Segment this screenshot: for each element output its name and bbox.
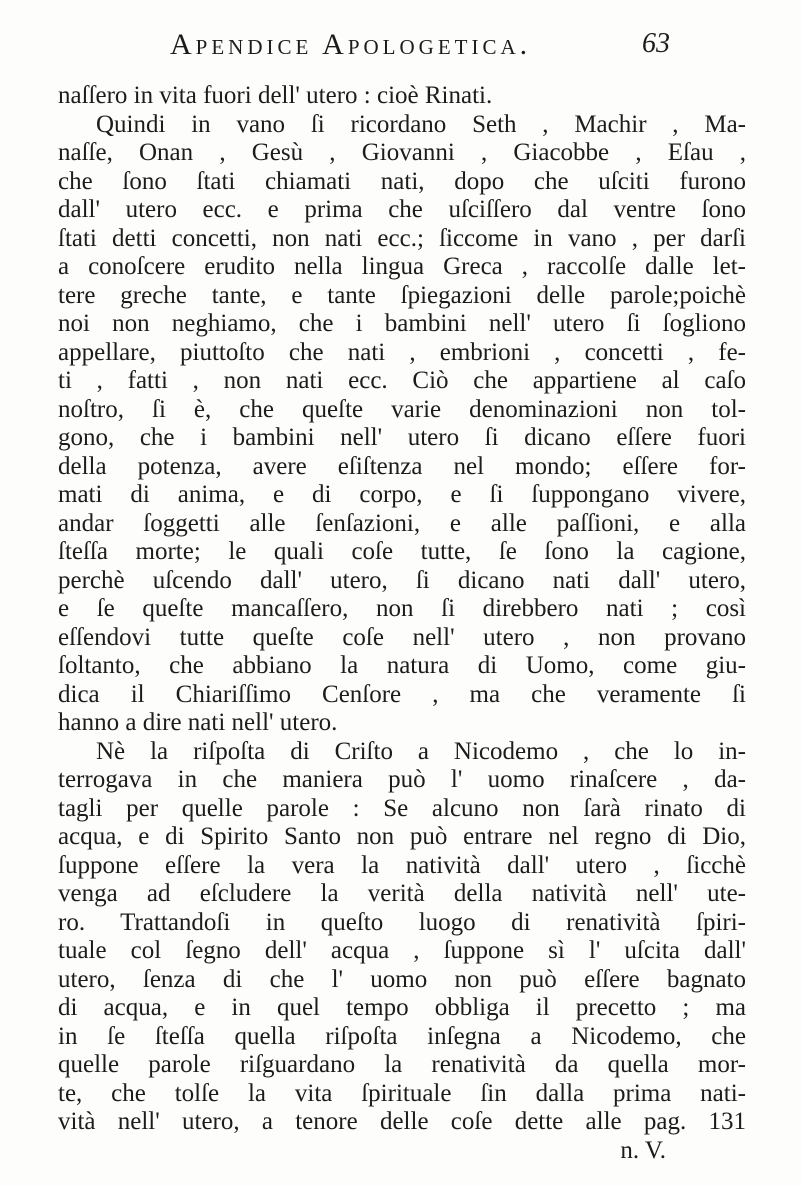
running-title: Apendice Apologetica. xyxy=(170,28,532,61)
text-line: terrogava in che maniera può l' uomo rinaſcere , da- xyxy=(58,766,746,793)
text-line: ſuppone eſſere la vera la natività dall' utero , ſicchè xyxy=(58,851,746,879)
text-line: tagli per quelle parole : Se alcuno non ſarà rinato di xyxy=(58,794,746,822)
text-line: noi non neghiamo, che i bambini nell' utero ſi ſogliono xyxy=(58,310,746,337)
text-line: in ſe ſteſſa quella riſpoſta inſegna a Nicodemo, che xyxy=(58,1022,746,1050)
text-line: utero, ſenza di che l' uomo non può eſſere bagnato xyxy=(58,965,746,993)
text-line: Quindi in vano ſi ricordano Seth , Machir , Ma- xyxy=(96,110,746,138)
text-line: vità nell' utero, a tenore delle coſe dette alle pag. 131 xyxy=(58,1108,746,1135)
text-line: e ſe queſte mancaſſero, non ſi direbbero nati ; così xyxy=(58,595,746,622)
text-line: eſſendovi tutte queſte coſe nell' utero , non provano xyxy=(58,623,746,651)
text-line: ſtati detti concetti, non nati ecc.; ſiccome in vano , per darſi xyxy=(58,224,746,252)
text-line: che ſono ſtati chiamati nati, dopo che uſciti furono xyxy=(58,167,746,195)
text-line: tere greche tante, e tante ſpiegazioni delle parole;poichè xyxy=(58,281,746,309)
text-line: ſteſſa morte; le quali coſe tutte, ſe ſono la cagione, xyxy=(58,538,746,565)
text-line: dall' utero ecc. e prima che uſciſſero dal ventre ſono xyxy=(58,196,746,223)
text-line: venga ad eſcludere la verità della natività nell' ute- xyxy=(58,880,746,907)
text-line: Nè la riſpoſta di Criſto a Nicodemo , che lo in- xyxy=(96,737,746,765)
text-line: naſſero in vita fuori dell' utero : cioè Rinati. xyxy=(58,82,493,109)
text-line: a conoſcere erudito nella lingua Greca , raccolſe dalle let- xyxy=(58,253,746,280)
text-line: hanno a dire nati nell' utero. xyxy=(58,709,338,736)
text-line: noſtro, ſi è, che queſte varie denominazioni non tol- xyxy=(58,395,746,423)
text-line: te, che tolſe la vita ſpirituale ſin dalla prima nati- xyxy=(58,1079,746,1107)
text-line: dica il Chiariſſimo Cenſore , ma che veramente ſi xyxy=(58,680,746,708)
page-number: 63 xyxy=(642,28,670,59)
text-line: tuale col ſegno dell' acqua , ſuppone sì l' uſcita dall' xyxy=(58,937,746,964)
text-line: naſſe, Onan , Gesù , Giovanni , Giacobbe , Eſau , xyxy=(58,139,746,166)
body-text xyxy=(58,82,746,1165)
text-line: gono, che i bambini nell' utero ſi dicano eſſere fuori xyxy=(58,424,746,451)
text-line: perchè uſcendo dall' utero, ſi dicano nati dall' utero, xyxy=(58,566,746,594)
text-line: andar ſoggetti alle ſenſazioni, e alle paſſioni, e alla xyxy=(58,509,746,537)
text-line: ti , fatti , non nati ecc. Ciò che appartiene al caſo xyxy=(58,367,746,394)
text-line: mati di anima, e di corpo, e ſi ſuppongano vivere, xyxy=(58,481,746,508)
text-line: n. V. xyxy=(620,1136,666,1164)
text-line: quelle parole riſguardano la renatività da quella mor- xyxy=(58,1051,746,1078)
text-line: della potenza, avere eſiſtenza nel mondo; eſſere for- xyxy=(58,452,746,480)
text-line: acqua, e di Spirito Santo non può entrare nel regno di Dio, xyxy=(58,823,746,850)
text-line: ro. Trattandoſi in queſto luogo di renatività ſpiri- xyxy=(58,908,746,936)
text-line: di acqua, e in quel tempo obbliga il precetto ; ma xyxy=(58,994,746,1021)
text-line: appellare, piuttoſto che nati , embrioni , concetti , fe- xyxy=(58,338,746,366)
text-line: ſoltanto, che abbiano la natura di Uomo, come giu- xyxy=(58,652,746,679)
